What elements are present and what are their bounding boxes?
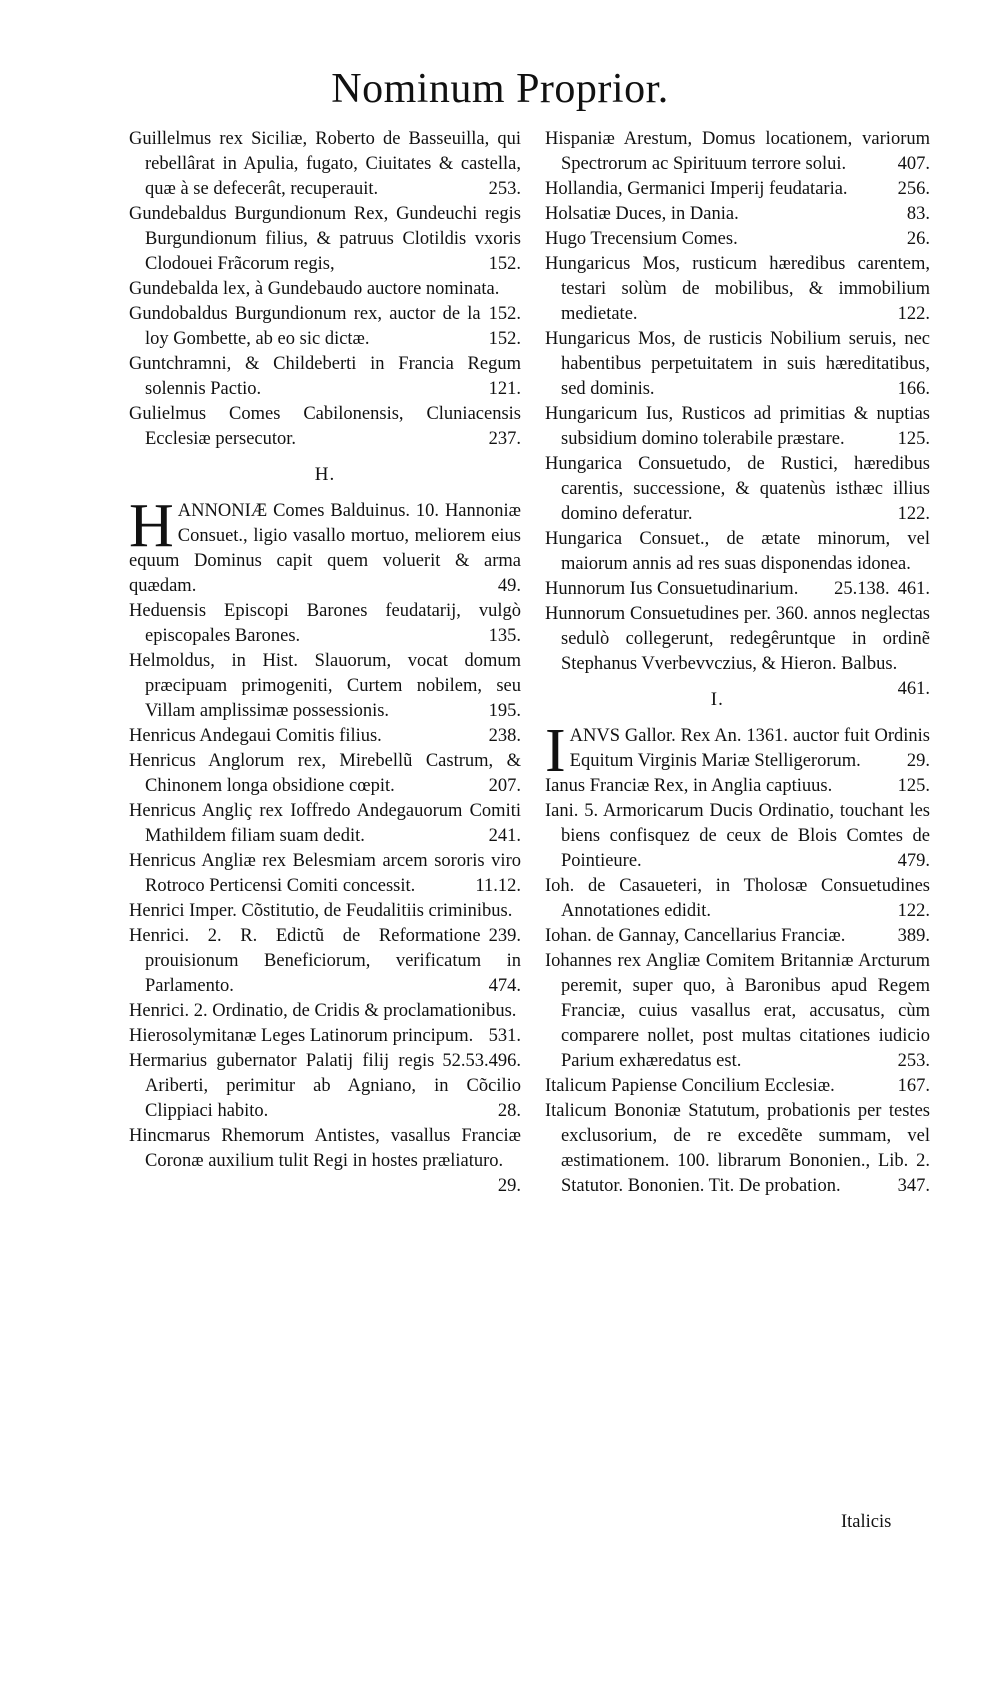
index-entry xyxy=(545,874,930,924)
entry-page: 407. xyxy=(897,154,930,174)
entry-text: Italicum Bononiæ Statutum, probationis per testes exclusorium, de re excedẽte summam, vel æstimationem. 100. librarum Bononien., Lib. 2. Statutor. Bononien. Tit. De probation. xyxy=(545,1101,930,1196)
entry-page: 238. xyxy=(488,726,521,746)
section-letter-i: I. xyxy=(710,689,724,710)
index-entry xyxy=(545,774,930,799)
entry-page: 29. xyxy=(906,751,930,771)
index-entry xyxy=(129,277,521,324)
index-entry xyxy=(545,577,930,602)
right-entries-before xyxy=(545,127,930,699)
entry-page: 122. xyxy=(897,504,930,524)
entry-text: Henricus Anglorum rex, Mirebellũ Castrum, & Chinonem longa obsidione cœpit. xyxy=(129,751,521,796)
entry-page: 83. xyxy=(906,204,930,224)
entry-text: Iohan. de Gannay, Cancellarius Franciæ. xyxy=(545,926,846,946)
entry-page: 166. xyxy=(897,379,930,399)
entry-page: 152. xyxy=(488,304,521,324)
entry-text: Hincmarus Rhemorum Antistes, vasallus Franciæ Coronæ auxilium tulit Regi in hostes præliaturo. xyxy=(129,1126,521,1171)
entry-text: Henrici Imper. Cõstitutio, de Feudalitiis criminibus. xyxy=(129,901,513,921)
index-entry xyxy=(545,252,930,327)
entry-text: Guntchramni, & Childeberti in Francia Regum solennis Pactio. xyxy=(129,354,521,399)
entry-page: 52.53.496. xyxy=(442,1051,521,1071)
index-entry xyxy=(129,352,521,402)
entry-text: Hollandia, Germanici Imperij feudataria. xyxy=(545,179,848,199)
index-entry xyxy=(129,749,521,799)
entry-text: Iani. 5. Armoricarum Ducis Ordinatio, touchant les biens confisquez de ceux de Blois Comtes de Pointieure. xyxy=(545,801,930,871)
index-entry xyxy=(129,302,521,352)
entry-page: 121. xyxy=(488,379,521,399)
entry-page: 29. xyxy=(497,1176,521,1196)
entry-text: Hungaricus Mos, de rusticis Nobilium seruis, nec habentibus perpetuitatem in suis hæreditatibus, sed dominis. xyxy=(545,329,930,399)
entry-text: Ioh. de Casaueteri, in Tholosæ Consuetudines Annotationes edidit. xyxy=(545,876,930,921)
entry-page: 122. xyxy=(897,304,930,324)
entry-page: 207. xyxy=(488,776,521,796)
entry-text: Heduensis Episcopi Barones feudatarij, vulgò episcopales Barones. xyxy=(129,601,521,646)
entry-page: 389. xyxy=(897,926,930,946)
entry-text: Gundobaldus Burgundionum rex, auctor de la loy Gombette, ab eo sic dictæ. xyxy=(129,304,481,349)
entry-text: Hugo Trecensium Comes. xyxy=(545,229,738,249)
entry-page: 122. xyxy=(897,901,930,921)
entry-text: Henrici. 2. Ordinatio, de Cridis & proclamationibus. xyxy=(129,1001,517,1021)
index-entry xyxy=(545,127,930,177)
entry-page: 26. xyxy=(906,229,930,249)
entry-text: Gundebaldus Burgundionum Rex, Gundeuchi regis Burgundionum filius, & patruus Clotildis vxoris Clodouei Frãcorum regis, xyxy=(129,204,521,274)
index-entry xyxy=(545,402,930,452)
entry-page: 531. xyxy=(488,1026,521,1046)
right-entries-after xyxy=(545,774,930,1199)
index-entry xyxy=(545,202,930,227)
index-entry xyxy=(545,1074,930,1099)
index-entry xyxy=(129,899,521,946)
section-letter-h: H. xyxy=(314,464,336,485)
entry-page: 241. xyxy=(488,826,521,846)
entry-text: Holsatiæ Duces, in Dania. xyxy=(545,204,739,224)
entry-text: Helmoldus, in Hist. Slauorum, vocat domum præcipuam primogeniti, Curtem nobilem, seu Villam amplissimæ possessionis. xyxy=(129,651,521,721)
entry-page: 253. xyxy=(488,179,521,199)
index-entry xyxy=(545,177,930,202)
entry-page: 479. xyxy=(897,851,930,871)
entry-text: Iohannes rex Angliæ Comitem Britanniæ Arcturum peremit, super quo, à Baronibus apud Regem Franciæ, cuius vasallus erat, accusatus, cùm comparere nollet, post multas citationes iudicio Parium exhæredatus est. xyxy=(545,951,930,1071)
entry-page: 461. xyxy=(897,579,930,599)
entry-text: Ianus Franciæ Rex, in Anglia captiuus. xyxy=(545,776,833,796)
entry-page: 125. xyxy=(897,776,930,796)
catchword: Italicis xyxy=(841,1512,892,1532)
initial-entry-i xyxy=(545,717,930,785)
index-entry xyxy=(129,402,521,452)
entry-page: 25.138. xyxy=(834,579,890,599)
entry-text: Gulielmus Comes Cabilonensis, Cluniacensis Ecclesiæ persecutor. xyxy=(129,404,521,449)
index-entry xyxy=(129,849,521,899)
entry-text: Guillelmus rex Siciliæ, Roberto de Basseuilla, qui rebellârat in Apulia, fugato, Ciuitates & castella, quæ à se defecerât, recuperauit. xyxy=(129,129,521,199)
entry-text: Hermarius gubernator Palatij filij regis Ariberti, perimitur ab Agniano, in Cõcilio Clippiaci habito. xyxy=(129,1051,521,1121)
entry-text: Gundebalda lex, à Gundebaudo auctore nominata. xyxy=(129,279,500,299)
initial-entry-h xyxy=(129,492,521,599)
entry-page: 11.12. xyxy=(475,876,521,896)
index-entry xyxy=(129,1049,521,1124)
entry-text: Henricus Andegaui Comitis filius. xyxy=(129,726,382,746)
left-entries-after xyxy=(129,599,521,1196)
entry-page: 135. xyxy=(488,626,521,646)
index-entry xyxy=(545,949,930,1074)
entry-text: Hungaricum Ius, Rusticos ad primitias & nuptias subsidium domino tolerabile præstare. xyxy=(545,404,930,449)
entry-page: 195. xyxy=(488,701,521,721)
entry-text: Hispaniæ Arestum, Domus locationem, variorum Spectrorum ac Spirituum terrore solui. xyxy=(545,129,930,174)
index-entry xyxy=(129,724,521,749)
index-entry xyxy=(545,227,930,252)
dropcap-h: H xyxy=(129,492,174,560)
index-entry xyxy=(129,599,521,649)
index-entry xyxy=(129,649,521,724)
entry-page: 167. xyxy=(897,1076,930,1096)
entry-page: 152. xyxy=(488,329,521,349)
entry-text: Hungarica Consuetudo, de Rustici, hæredibus carentis, successione, & quatenùs isthæc illius domino deferatur. xyxy=(545,454,930,524)
entry-page: 239. xyxy=(488,926,521,946)
right-column xyxy=(545,127,930,1199)
left-column xyxy=(129,127,521,1199)
index-entry xyxy=(129,1124,521,1196)
entry-text: Hierosolymitanæ Leges Latinorum principum. xyxy=(129,1026,474,1046)
index-entry xyxy=(545,452,930,527)
entry-text: Italicum Papiense Concilium Ecclesiæ. xyxy=(545,1076,835,1096)
index-entry xyxy=(545,1099,930,1199)
index-entry xyxy=(545,924,930,949)
index-entry xyxy=(129,799,521,849)
dropcap-i: I xyxy=(545,717,566,785)
entry-text: Henricus Angliæ rex Belesmiam arcem sororis viro Rotroco Perticensi Comiti concessit. xyxy=(129,851,521,896)
entry-page: 347. xyxy=(897,1176,930,1196)
entry-page: 49. xyxy=(497,576,521,596)
index-entry xyxy=(545,602,930,699)
entry-page: 152. xyxy=(488,254,521,274)
entry-page: 253. xyxy=(897,1051,930,1071)
entry-text: Hunnorum Consuetudines per. 360. annos neglectas sedulò collegerunt, redegêruntque in ordinẽ Stephanus Vverbevvczius, & Hieron. Balbus. xyxy=(545,604,930,674)
entry-page: 256. xyxy=(897,179,930,199)
index-entry xyxy=(545,799,930,874)
entry-page: 28. xyxy=(497,1101,521,1121)
entry-page: 461. xyxy=(897,679,930,699)
index-entry xyxy=(129,1024,521,1071)
index-entry xyxy=(129,127,521,202)
left-entries-before xyxy=(129,127,521,452)
entry-text: Hunnorum Ius Consuetudinarium. xyxy=(545,579,799,599)
index-entry xyxy=(129,924,521,999)
entry-page: 474. xyxy=(488,976,521,996)
entry-page: 125. xyxy=(897,429,930,449)
entry-text: ANVS Gallor. Rex An. 1361. auctor fuit Ordinis Equitum Virginis Mariæ Stelligerorum. xyxy=(569,726,930,771)
entry-text: Hungarica Consuet., de ætate minorum, vel maiorum annis ad res suas disponendas idonea. xyxy=(545,529,930,574)
index-entry xyxy=(129,202,521,277)
entry-text: ANNONIÆ Comes Balduinus. 10. Hannoniæ Consuet., ligio vasallo mortuo, meliorem eius equum Dominus capit quem voluerit & arma quædam. xyxy=(129,501,521,596)
entry-text: Henricus Angliç rex Ioffredo Andegauorum Comiti Mathildem filiam suam dedit. xyxy=(129,801,521,846)
entry-page: 237. xyxy=(488,429,521,449)
entry-text: Hungaricus Mos, rusticum hæredibus carentem, testari solùm de mobilibus, & immobilium medietate. xyxy=(545,254,930,324)
index-entry xyxy=(545,327,930,402)
entry-text: Henrici. 2. R. Edictũ de Reformatione prouisionum Beneficiorum, verificatum in Parlamento. xyxy=(129,926,521,996)
page-title: Nominum Proprior. xyxy=(331,66,669,112)
